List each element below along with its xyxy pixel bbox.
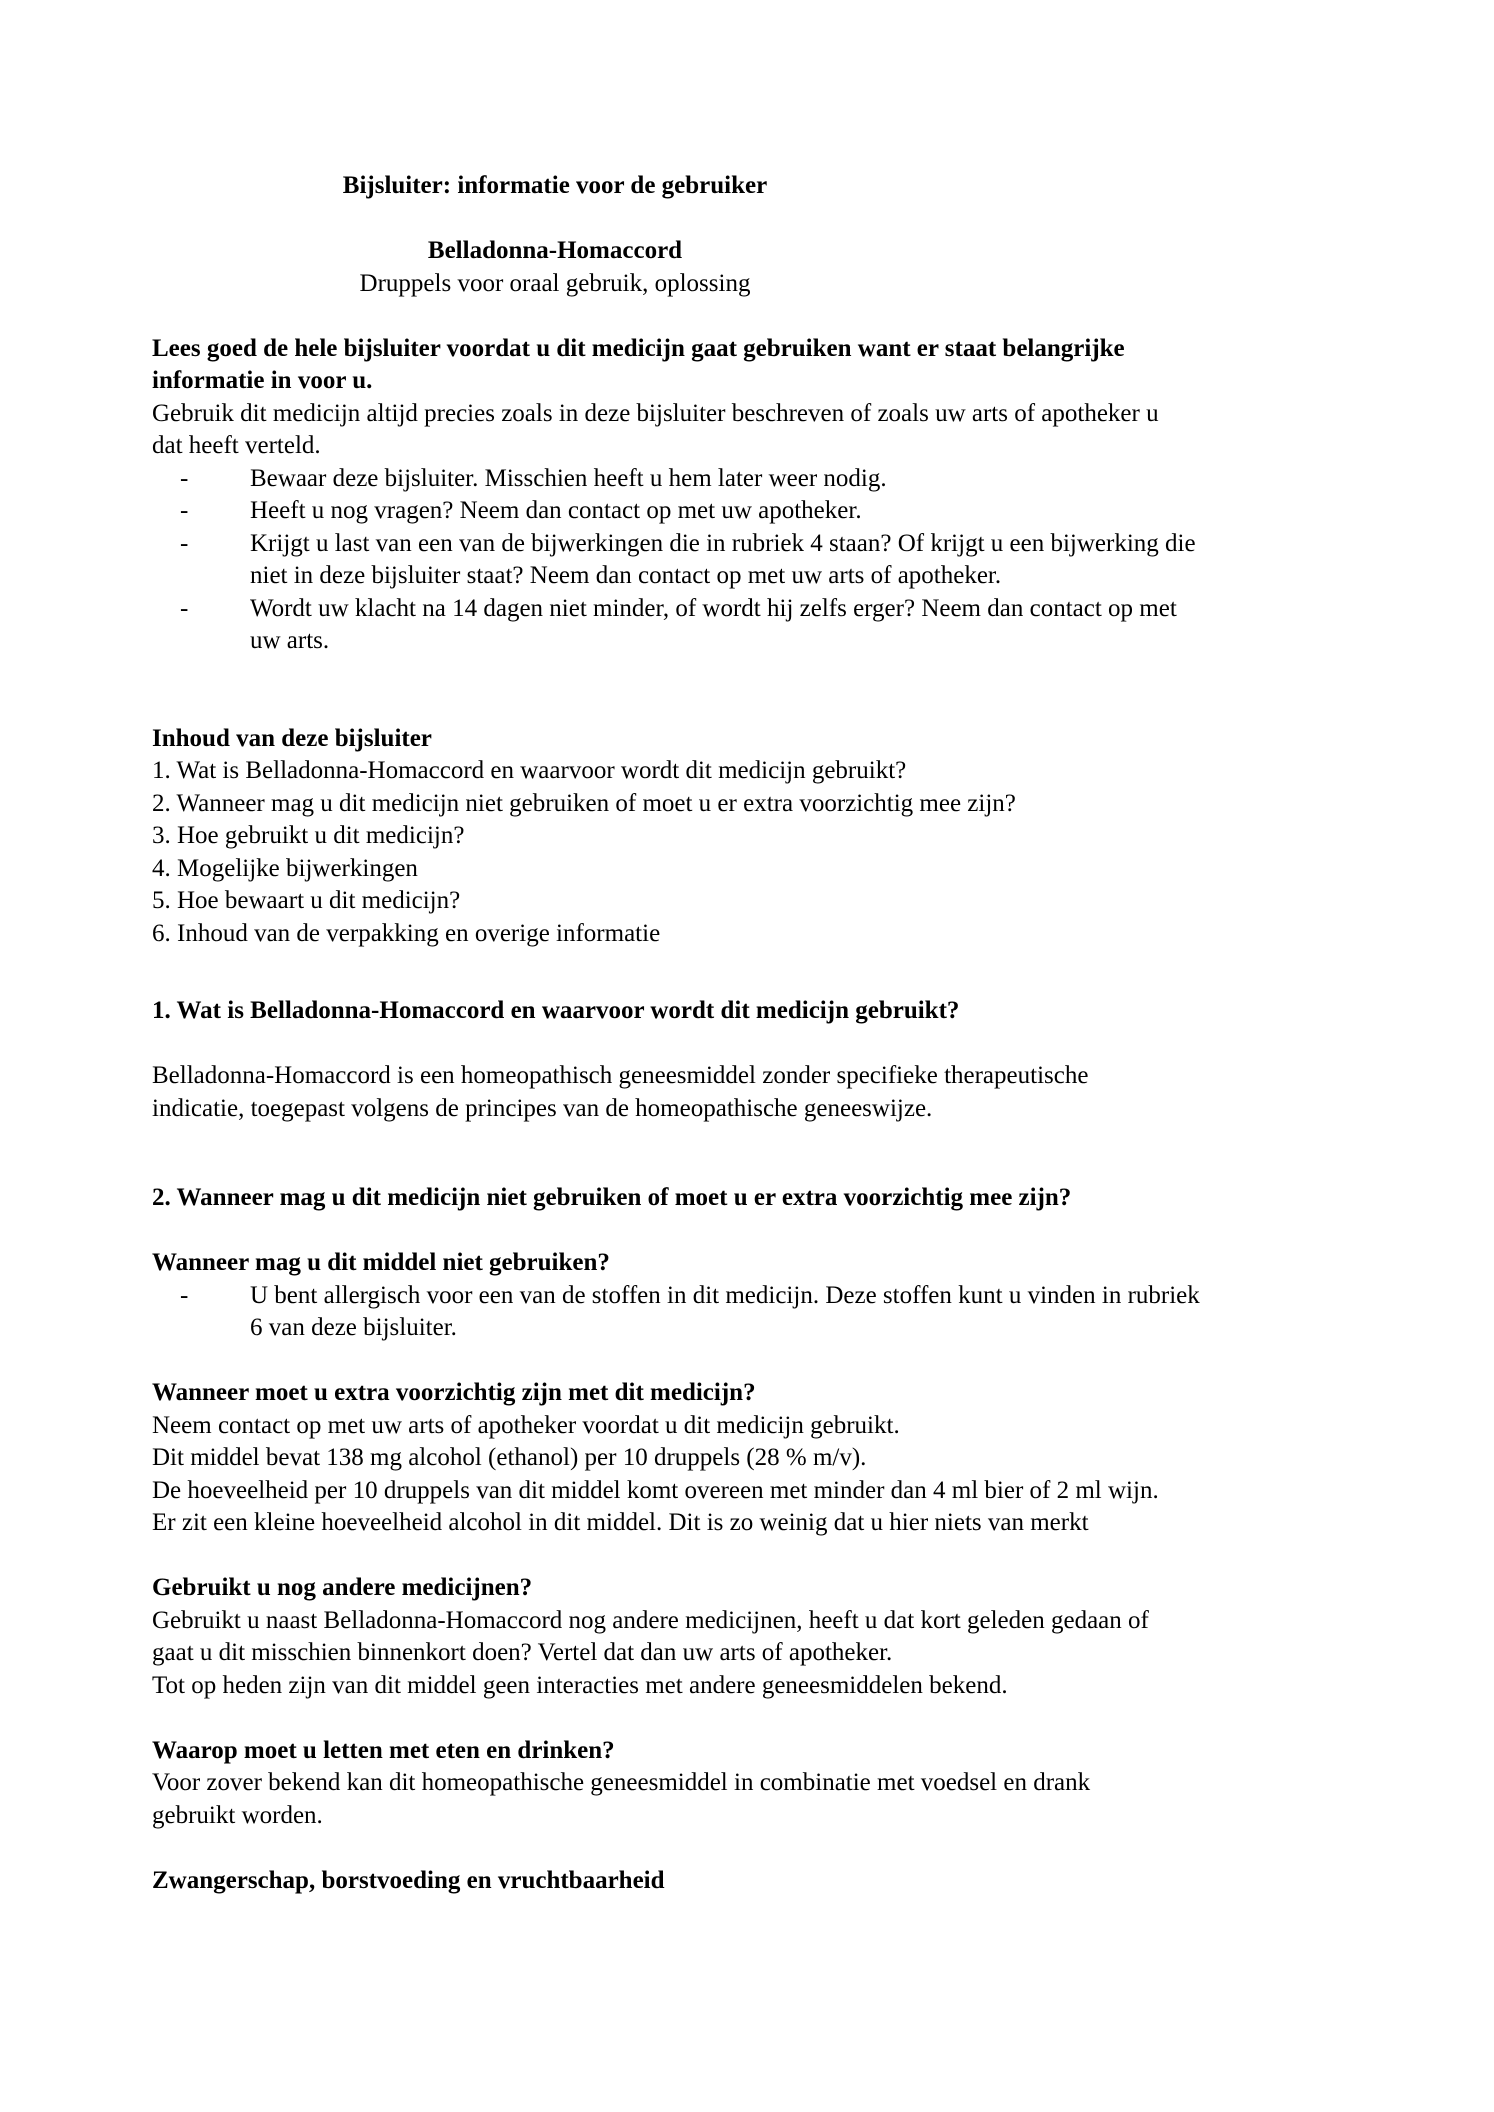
- text-line: Gebruik dit medicijn altijd precies zoals in deze bijsluiter beschreven of zoals uw arts of apotheker u: [152, 399, 1159, 427]
- text-line: Belladonna-Homaccord is een homeopathisch geneesmiddel zonder specifieke therapeutische: [152, 1062, 1089, 1089]
- list-item: [152, 495, 1434, 528]
- text-line: Bewaar deze bijsluiter. Misschien heeft u hem later weer nodig.: [250, 464, 887, 492]
- text-line: gaat u dit misschien binnenkort doen? Vertel dat dan uw arts of apotheker.: [152, 1639, 893, 1666]
- text-line: gebruikt worden.: [152, 1801, 323, 1829]
- table-of-contents: [152, 723, 1434, 951]
- section-1-body: [152, 1060, 1434, 1125]
- toc-item: 2. Wanneer mag u dit medicijn niet gebruiken of moet u er extra voorzichtig mee zijn?: [152, 789, 1016, 817]
- toc-item: 4. Mogelijke bijwerkingen: [152, 854, 418, 882]
- dash-bullet-marker: -: [180, 594, 189, 622]
- text-line: Dit middel bevat 138 mg alcohol (ethanol) per 10 druppels (28 % m/v).: [152, 1444, 867, 1471]
- text-line: informatie in voor u.: [152, 367, 373, 394]
- toc-item: 6. Inhoud van de verpakking en overige informatie: [152, 919, 661, 947]
- text-line: 6 van deze bijsluiter.: [250, 1314, 457, 1341]
- document-header: [152, 170, 958, 300]
- dash-bullet-marker: -: [180, 464, 189, 492]
- toc-item: 5. Hoe bewaart u dit medicijn?: [152, 887, 461, 914]
- text-line: Gebruikt u naast Belladonna-Homaccord nog andere medicijnen, heeft u dat kort geleden gedaan of: [152, 1606, 1149, 1634]
- subsection-heading: Wanneer moet u extra voorzichtig zijn met dit medicijn?: [152, 1379, 756, 1406]
- subsection-heading: Waarop moet u letten met eten en drinken?: [152, 1736, 615, 1764]
- subsection-heading: Zwangerschap, borstvoeding en vruchtbaarheid: [152, 1866, 665, 1894]
- list-item: [152, 528, 1434, 593]
- text-line: Heeft u nog vragen? Neem dan contact op met uw apotheker.: [250, 497, 862, 524]
- text-line: indicatie, toegepast volgens de principes van de homeopathische geneeswijze.: [152, 1094, 933, 1122]
- text-line: uw arts.: [250, 627, 330, 654]
- section-2-heading: 2. Wanneer mag u dit medicijn niet gebruiken of moet u er extra voorzichtig mee zijn?: [152, 1184, 1072, 1211]
- subsection-food-drink: [152, 1735, 1434, 1833]
- product-form: Druppels voor oraal gebruik, oplossing: [359, 269, 751, 297]
- text-line: niet in deze bijsluiter staat? Neem dan contact op met uw arts of apotheker.: [250, 562, 1002, 589]
- section-1-heading: 1. Wat is Belladonna-Homaccord en waarvoor wordt dit medicijn gebruikt?: [152, 997, 960, 1024]
- subsection-heading: Gebruikt u nog andere medicijnen?: [152, 1574, 533, 1601]
- text-line: Wordt uw klacht na 14 dagen niet minder, of wordt hij zelfs erger? Neem dan contact op met: [250, 594, 1177, 622]
- subsection-warnings: [152, 1377, 1434, 1540]
- text-line: Neem contact op met uw arts of apotheker voordat u dit medicijn gebruikt.: [152, 1411, 900, 1439]
- toc-item: 3. Hoe gebruikt u dit medicijn?: [152, 822, 465, 849]
- subsection-other-medicines: [152, 1572, 1434, 1702]
- text-line: Krijgt u last van een van de bijwerkingen die in rubriek 4 staan? Of krijgt u een bijwerking die: [250, 529, 1196, 557]
- text-line: Er zit een kleine hoeveelheid alcohol in dit middel. Dit is zo weinig dat u hier niets van merkt: [152, 1509, 1089, 1536]
- product-name: Belladonna-Homaccord: [427, 237, 683, 264]
- dash-bullet-marker: -: [180, 497, 189, 524]
- text-line: Voor zover bekend kan dit homeopathische geneesmiddel in combinatie met voedsel en drank: [152, 1769, 1091, 1796]
- text-line: De hoeveelheid per 10 druppels van dit middel komt overeen met minder dan 4 ml bier of 2 ml wijn.: [152, 1476, 1159, 1504]
- list-item: [152, 463, 1434, 496]
- text-line: Tot op heden zijn van dit middel geen interacties met andere geneesmiddelen bekend.: [152, 1671, 1008, 1699]
- intro-lead: [152, 333, 1434, 463]
- list-item: [152, 593, 1434, 658]
- text-line: Lees goed de hele bijsluiter voordat u dit medicijn gaat gebruiken want er staat belangrijke: [152, 334, 1125, 362]
- page-title: Bijsluiter: informatie voor de gebruiker: [342, 172, 768, 199]
- text-line: dat heeft verteld.: [152, 432, 321, 459]
- list-item: [152, 1280, 1434, 1345]
- toc-item: 1. Wat is Belladonna-Homaccord en waarvoor wordt dit medicijn gebruikt?: [152, 757, 907, 784]
- subsection-heading: Wanneer mag u dit middel niet gebruiken?: [152, 1249, 610, 1276]
- text-line: U bent allergisch voor een van de stoffen in dit medicijn. Deze stoffen kunt u vinden in rubriek: [250, 1281, 1200, 1309]
- toc-heading: Inhoud van deze bijsluiter: [152, 724, 432, 752]
- intro-bullet-list: [152, 463, 1434, 658]
- dash-bullet-marker: -: [180, 529, 189, 557]
- dash-bullet-marker: -: [180, 1281, 189, 1309]
